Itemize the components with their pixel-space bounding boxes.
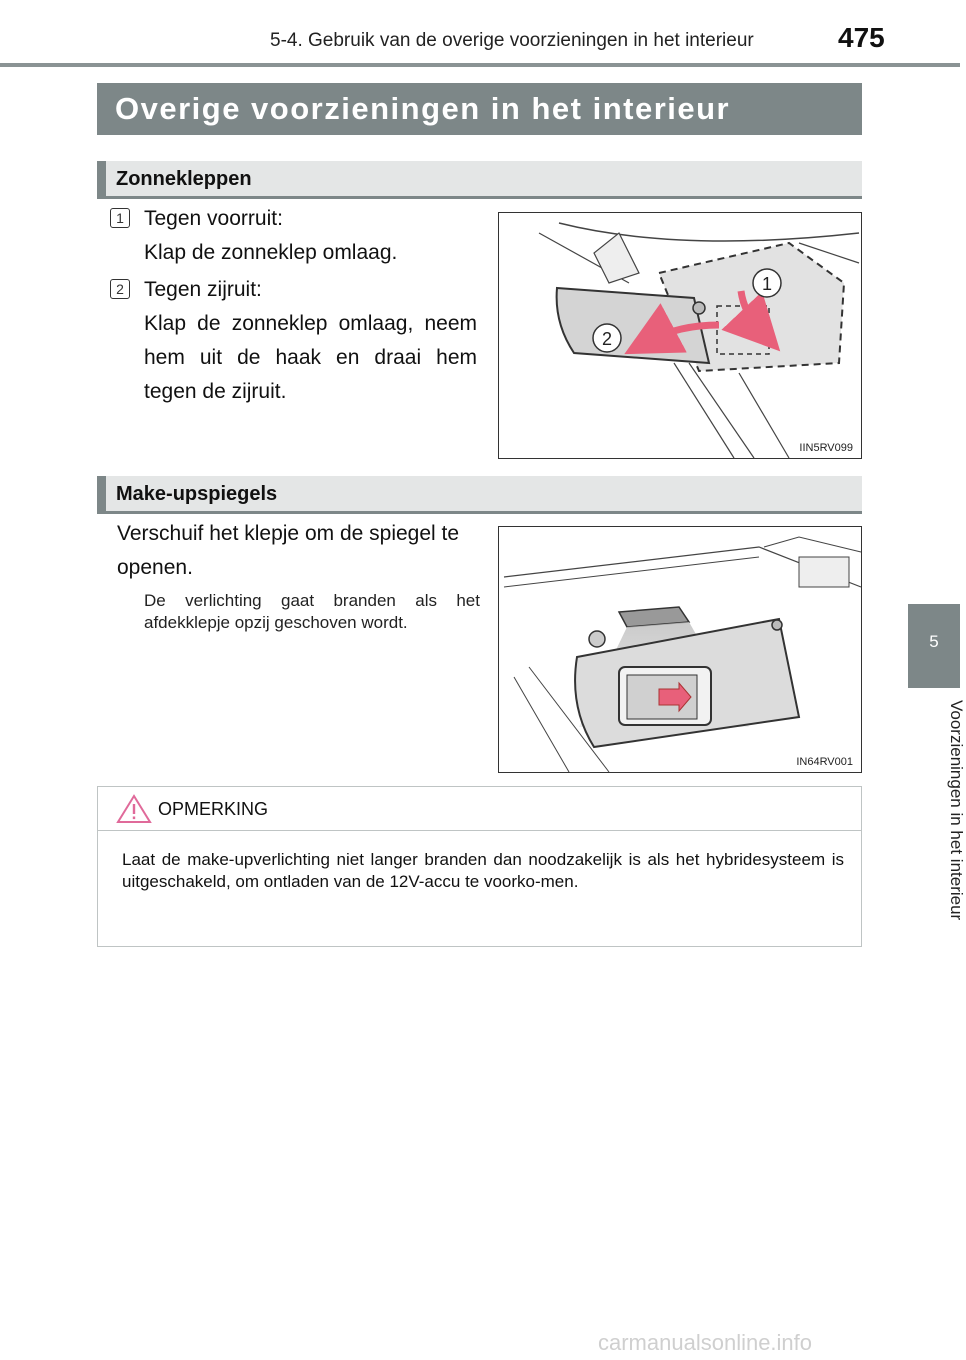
notice-title: OPMERKING <box>158 799 269 819</box>
step-2 <box>144 273 477 409</box>
vanity-mirror-illustration <box>498 526 862 773</box>
step-1-text: Klap de zonneklep omlaag. <box>144 241 398 264</box>
page-number: 475 <box>838 22 885 53</box>
callout-1-label: 1 <box>761 274 773 294</box>
step-2-text: Klap de zonneklep omlaag, neem hem uit de haak en draai hem tegen de zijruit. <box>144 312 477 403</box>
step-1-title: Tegen voorruit: <box>144 207 283 230</box>
chapter-tab <box>908 604 960 688</box>
chapter-label: Voorzieningen in het interieur <box>947 700 966 921</box>
step-1 <box>144 202 484 270</box>
header-rule <box>0 63 960 67</box>
step-number-2: 2 <box>110 279 130 299</box>
section-heading-sun-visors: Zonnekleppen <box>97 161 862 199</box>
step-number-1: 1 <box>110 208 130 228</box>
notice-header <box>98 787 861 831</box>
running-header-section: 5-4. Gebruik van de overige voorzieningen in het interieur <box>270 30 754 51</box>
figure-code: IIN5RV099 <box>799 442 853 454</box>
vanity-mirror-drawing <box>499 527 861 772</box>
mirror-note: De verlichting gaat branden als het afdekklepje opzij geschoven wordt. <box>144 591 480 632</box>
notice-text: Laat de make-upverlichting niet langer branden dan noodzakelijk is als het hybridesysteem is uitgeschakeld, om ontladen van de 12V-accu te voorko-men. <box>122 850 844 891</box>
mirror-instruction: Verschuif het klepje om de spiegel te openen. <box>117 522 460 579</box>
figure-code: IN64RV001 <box>796 756 853 768</box>
warning-triangle-icon <box>116 794 152 824</box>
notice-box <box>97 786 862 947</box>
chapter-number: 5 <box>929 632 939 651</box>
section-heading-vanity-mirrors: Make-upspiegels <box>97 476 862 514</box>
sun-visor-illustration <box>498 212 862 459</box>
callout-2-label: 2 <box>601 329 613 349</box>
step-2-title: Tegen zijruit: <box>144 278 262 301</box>
page-title: Overige voorzieningen in het interieur <box>97 83 862 135</box>
watermark: carmanualsonline.info <box>598 1330 813 1355</box>
sun-visor-drawing <box>499 213 861 458</box>
